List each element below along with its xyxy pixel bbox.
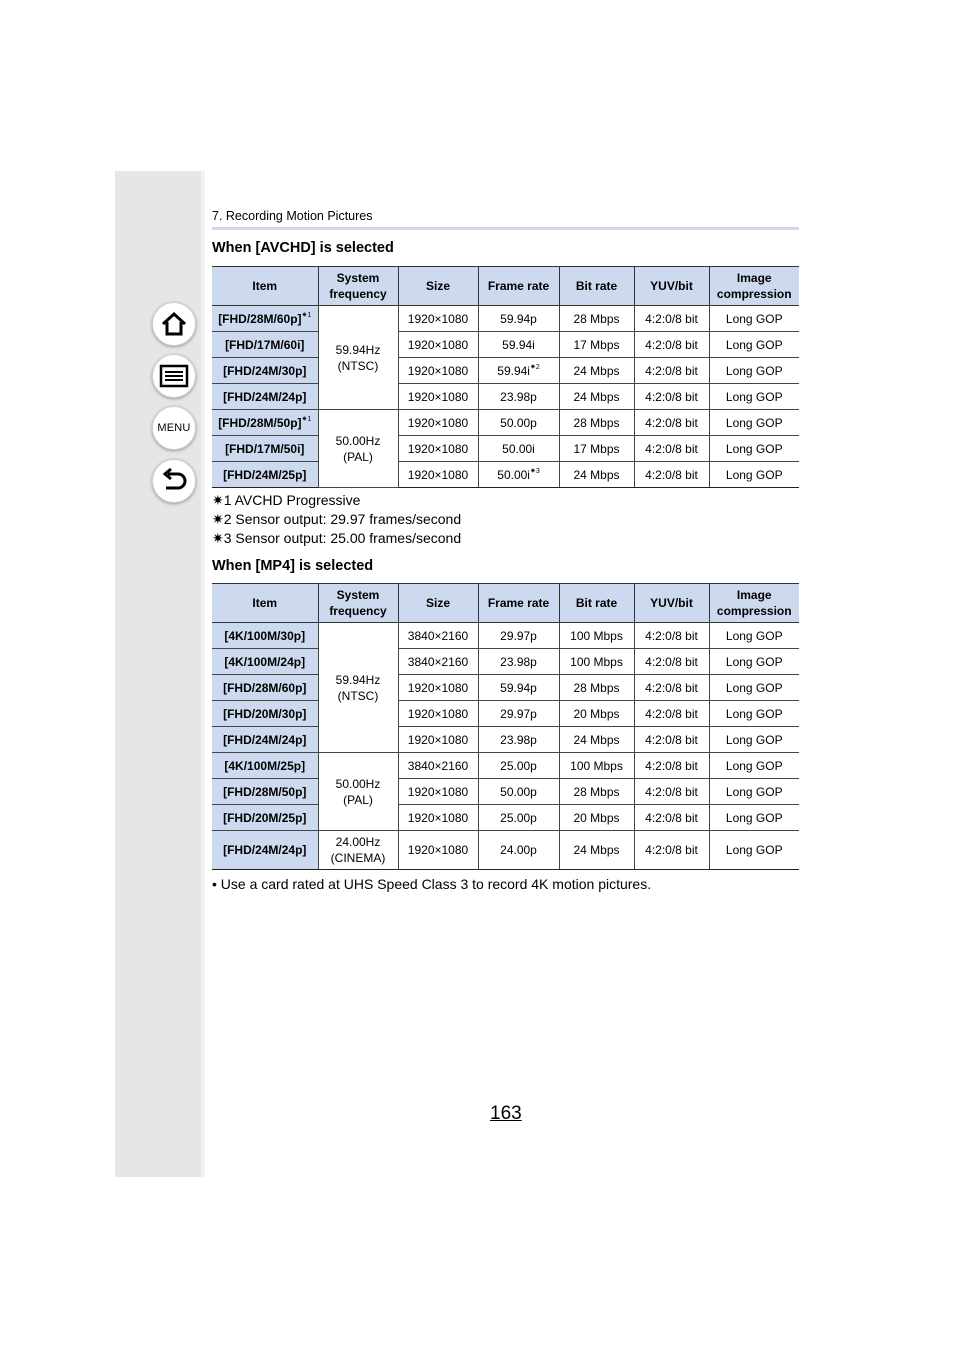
yuv-cell-text: 4:2:0/8 bit bbox=[645, 706, 698, 721]
compression-cell-text: Long GOP bbox=[725, 337, 783, 352]
frame-rate-cell bbox=[478, 358, 559, 384]
size-cell bbox=[398, 332, 478, 358]
compression-cell-text: Long GOP bbox=[725, 732, 783, 747]
frame-rate-cell-text: 25.00p bbox=[500, 810, 537, 825]
footnote-mark: ✷1 bbox=[301, 311, 312, 319]
item-cell bbox=[212, 306, 318, 332]
avchd-table bbox=[212, 266, 799, 488]
compression-cell-text: Long GOP bbox=[725, 311, 783, 326]
table-row bbox=[212, 727, 799, 753]
column-header: YUV/bit bbox=[634, 267, 709, 306]
footnote-1: ✷1 AVCHD Progressive bbox=[212, 492, 361, 508]
bit-rate-cell-text: 28 Mbps bbox=[573, 415, 620, 430]
yuv-cell-text: 4:2:0/8 bit bbox=[645, 732, 698, 747]
size-cell-text: 1920×1080 bbox=[407, 363, 469, 378]
item-cell bbox=[212, 623, 318, 649]
table-row bbox=[212, 306, 799, 332]
compression-cell-text: Long GOP bbox=[725, 363, 783, 378]
list-icon bbox=[159, 364, 189, 388]
size-cell-text: 1920×1080 bbox=[407, 467, 469, 482]
yuv-cell-text: 4:2:0/8 bit bbox=[645, 415, 698, 430]
size-cell-text: 1920×1080 bbox=[407, 810, 469, 825]
item-label: [FHD/17M/60i] bbox=[225, 337, 305, 352]
frame-rate-cell-text: 23.98p bbox=[500, 389, 537, 404]
size-cell bbox=[398, 306, 478, 332]
bit-rate-cell-text: 28 Mbps bbox=[573, 784, 620, 799]
avchd-heading: When [AVCHD] is selected bbox=[212, 240, 394, 256]
frame-rate-cell-text: 50.00p bbox=[500, 784, 537, 799]
yuv-cell bbox=[634, 410, 709, 436]
bit-rate-cell bbox=[559, 805, 634, 831]
bit-rate-cell-text: 28 Mbps bbox=[573, 680, 620, 695]
size-cell-text: 1920×1080 bbox=[407, 843, 469, 857]
table-row bbox=[212, 384, 799, 410]
bit-rate-cell-text: 17 Mbps bbox=[573, 441, 620, 456]
frame-rate-cell-text: 50.00i bbox=[502, 441, 535, 456]
frame-rate-cell bbox=[478, 727, 559, 753]
footnote-mark: ✷3 bbox=[529, 467, 540, 475]
frame-rate-cell-text: 29.97p bbox=[500, 628, 537, 643]
yuv-cell bbox=[634, 306, 709, 332]
yuv-cell bbox=[634, 779, 709, 805]
frame-rate-cell bbox=[478, 753, 559, 779]
frame-rate-cell bbox=[478, 332, 559, 358]
item-cell bbox=[212, 675, 318, 701]
size-cell bbox=[398, 831, 478, 870]
bit-rate-cell bbox=[559, 306, 634, 332]
frame-rate-cell bbox=[478, 410, 559, 436]
compression-cell-text: Long GOP bbox=[725, 706, 783, 721]
compression-cell bbox=[709, 753, 799, 779]
frame-rate-cell bbox=[478, 384, 559, 410]
mp4-heading: When [MP4] is selected bbox=[212, 558, 374, 574]
frame-rate-cell bbox=[478, 306, 559, 332]
item-cell bbox=[212, 727, 318, 753]
footnote-mark: ✷1 bbox=[301, 415, 312, 423]
frame-rate-cell bbox=[478, 831, 559, 870]
yuv-cell-text: 4:2:0/8 bit bbox=[645, 311, 698, 326]
table-row bbox=[212, 805, 799, 831]
column-header: Image compression bbox=[709, 584, 799, 623]
item-cell bbox=[212, 384, 318, 410]
size-cell bbox=[398, 805, 478, 831]
compression-cell-text: Long GOP bbox=[725, 758, 783, 773]
back-button[interactable] bbox=[152, 459, 196, 503]
table-row bbox=[212, 675, 799, 701]
yuv-cell bbox=[634, 753, 709, 779]
table-row bbox=[212, 332, 799, 358]
footnote-3: ✷3 Sensor output: 25.00 frames/second bbox=[212, 530, 462, 546]
size-cell-text: 1920×1080 bbox=[407, 706, 469, 721]
size-cell-text: 1920×1080 bbox=[407, 784, 469, 799]
home-button[interactable] bbox=[152, 302, 196, 346]
menu-button[interactable] bbox=[152, 406, 196, 450]
frame-rate-cell-text: 59.94p bbox=[500, 680, 537, 695]
frame-rate-cell bbox=[478, 805, 559, 831]
bit-rate-cell bbox=[559, 649, 634, 675]
item-cell bbox=[212, 649, 318, 675]
item-label: [4K/100M/30p] bbox=[224, 628, 306, 643]
uhs-note: • Use a card rated at UHS Speed Class 3 to record 4K motion pictures. bbox=[212, 876, 652, 892]
frame-rate-cell bbox=[478, 623, 559, 649]
compression-cell-text: Long GOP bbox=[725, 628, 783, 643]
compression-cell bbox=[709, 436, 799, 462]
bit-rate-cell-text: 100 Mbps bbox=[570, 654, 623, 669]
yuv-cell-text: 4:2:0/8 bit bbox=[645, 654, 698, 669]
size-cell-text: 1920×1080 bbox=[407, 311, 469, 326]
column-header: Bit rate bbox=[559, 267, 634, 306]
table-row bbox=[212, 358, 799, 384]
frame-rate-cell-text: 23.98p bbox=[500, 732, 537, 747]
yuv-cell-text: 4:2:0/8 bit bbox=[645, 758, 698, 773]
bit-rate-cell-text: 24 Mbps bbox=[573, 843, 620, 857]
table-row bbox=[212, 701, 799, 727]
frame-rate-cell-text: 50.00p bbox=[500, 415, 537, 430]
compression-cell bbox=[709, 358, 799, 384]
bit-rate-cell bbox=[559, 358, 634, 384]
size-cell-text: 3840×2160 bbox=[407, 628, 469, 643]
size-cell bbox=[398, 358, 478, 384]
size-cell-text: 1920×1080 bbox=[407, 680, 469, 695]
yuv-cell bbox=[634, 701, 709, 727]
item-cell bbox=[212, 831, 318, 870]
frame-rate-cell bbox=[478, 675, 559, 701]
item-cell bbox=[212, 332, 318, 358]
bit-rate-cell-text: 100 Mbps bbox=[570, 758, 623, 773]
column-header: Frame rate bbox=[478, 267, 559, 306]
item-label: [FHD/24M/25p] bbox=[223, 467, 307, 482]
compression-cell bbox=[709, 779, 799, 805]
size-cell-text: 1920×1080 bbox=[407, 415, 469, 430]
table-row bbox=[212, 436, 799, 462]
size-cell bbox=[398, 384, 478, 410]
frame-rate-cell-text: 24.00p bbox=[500, 843, 537, 857]
frame-rate-cell-text: 59.94p bbox=[500, 311, 537, 326]
compression-cell bbox=[709, 623, 799, 649]
size-cell bbox=[398, 462, 478, 488]
size-cell-text: 1920×1080 bbox=[407, 732, 469, 747]
compression-cell bbox=[709, 805, 799, 831]
table-row bbox=[212, 623, 799, 649]
item-cell bbox=[212, 410, 318, 436]
compression-cell-text: Long GOP bbox=[725, 467, 783, 482]
breadcrumb: 7. Recording Motion Pictures bbox=[212, 209, 373, 223]
column-header: Image compression bbox=[709, 267, 799, 306]
yuv-cell bbox=[634, 384, 709, 410]
bit-rate-cell bbox=[559, 753, 634, 779]
compression-cell bbox=[709, 831, 799, 870]
item-label: [FHD/17M/50i] bbox=[225, 441, 305, 456]
yuv-cell bbox=[634, 436, 709, 462]
yuv-cell bbox=[634, 649, 709, 675]
compression-cell bbox=[709, 727, 799, 753]
compression-cell-text: Long GOP bbox=[725, 810, 783, 825]
item-label: [FHD/28M/50p] bbox=[218, 415, 302, 430]
compression-cell bbox=[709, 410, 799, 436]
size-cell bbox=[398, 779, 478, 805]
item-cell bbox=[212, 753, 318, 779]
bit-rate-cell bbox=[559, 779, 634, 805]
table-row bbox=[212, 779, 799, 805]
compression-cell bbox=[709, 701, 799, 727]
item-label: [4K/100M/24p] bbox=[224, 654, 306, 669]
compression-cell bbox=[709, 462, 799, 488]
frame-rate-cell bbox=[478, 462, 559, 488]
compression-cell-text: Long GOP bbox=[725, 784, 783, 799]
bit-rate-cell bbox=[559, 701, 634, 727]
system-frequency-cell: 59.94Hz (NTSC) bbox=[318, 306, 398, 410]
bit-rate-cell-text: 100 Mbps bbox=[570, 628, 623, 643]
size-cell bbox=[398, 623, 478, 649]
size-cell bbox=[398, 675, 478, 701]
column-header: Size bbox=[398, 584, 478, 623]
item-label: [FHD/24M/24p] bbox=[223, 732, 307, 747]
item-label: [FHD/24M/24p] bbox=[223, 843, 307, 857]
yuv-cell-text: 4:2:0/8 bit bbox=[645, 467, 698, 482]
yuv-cell-text: 4:2:0/8 bit bbox=[645, 337, 698, 352]
bit-rate-cell-text: 20 Mbps bbox=[573, 810, 620, 825]
bit-rate-cell-text: 24 Mbps bbox=[573, 389, 620, 404]
item-label: [FHD/24M/24p] bbox=[223, 389, 307, 404]
item-label: [FHD/28M/60p] bbox=[218, 311, 302, 326]
item-label: [4K/100M/25p] bbox=[224, 758, 306, 773]
item-cell bbox=[212, 805, 318, 831]
compression-cell-text: Long GOP bbox=[725, 415, 783, 430]
frame-rate-cell-text: 23.98p bbox=[500, 654, 537, 669]
item-cell bbox=[212, 358, 318, 384]
bit-rate-cell bbox=[559, 384, 634, 410]
column-header: Item bbox=[212, 584, 318, 623]
item-label: [FHD/20M/25p] bbox=[223, 810, 307, 825]
table-header-row bbox=[212, 584, 799, 623]
sidebar-edge bbox=[201, 171, 205, 1177]
back-arrow-icon bbox=[159, 467, 189, 495]
compression-cell-text: Long GOP bbox=[725, 680, 783, 695]
frame-rate-cell-text: 59.94i bbox=[502, 337, 535, 352]
size-cell-text: 1920×1080 bbox=[407, 337, 469, 352]
yuv-cell-text: 4:2:0/8 bit bbox=[645, 680, 698, 695]
size-cell bbox=[398, 649, 478, 675]
bit-rate-cell bbox=[559, 727, 634, 753]
system-frequency-cell: 50.00Hz (PAL) bbox=[318, 410, 398, 488]
yuv-cell-text: 4:2:0/8 bit bbox=[645, 810, 698, 825]
table-row bbox=[212, 410, 799, 436]
table-header-row bbox=[212, 267, 799, 306]
bit-rate-cell-text: 24 Mbps bbox=[573, 732, 620, 747]
item-cell bbox=[212, 701, 318, 727]
bit-rate-cell bbox=[559, 831, 634, 870]
bit-rate-cell bbox=[559, 332, 634, 358]
frame-rate-cell-text: 25.00p bbox=[500, 758, 537, 773]
frame-rate-cell-text: 29.97p bbox=[500, 706, 537, 721]
yuv-cell bbox=[634, 358, 709, 384]
size-cell-text: 3840×2160 bbox=[407, 654, 469, 669]
item-label: [FHD/28M/60p] bbox=[223, 680, 307, 695]
column-header: Size bbox=[398, 267, 478, 306]
size-cell bbox=[398, 701, 478, 727]
item-cell bbox=[212, 436, 318, 462]
column-header: Bit rate bbox=[559, 584, 634, 623]
size-cell bbox=[398, 436, 478, 462]
compression-cell-text: Long GOP bbox=[725, 441, 783, 456]
home-icon bbox=[159, 310, 189, 338]
item-cell bbox=[212, 779, 318, 805]
yuv-cell bbox=[634, 727, 709, 753]
table-row bbox=[212, 649, 799, 675]
yuv-cell bbox=[634, 831, 709, 870]
yuv-cell-text: 4:2:0/8 bit bbox=[645, 628, 698, 643]
yuv-cell bbox=[634, 462, 709, 488]
bit-rate-cell-text: 17 Mbps bbox=[573, 337, 620, 352]
table-row bbox=[212, 753, 799, 779]
size-cell bbox=[398, 753, 478, 779]
menu-label: MENU bbox=[157, 422, 191, 434]
size-cell-text: 1920×1080 bbox=[407, 441, 469, 456]
frame-rate-cell bbox=[478, 436, 559, 462]
system-frequency-cell: 59.94Hz (NTSC) bbox=[318, 623, 398, 753]
yuv-cell bbox=[634, 675, 709, 701]
compression-cell-text: Long GOP bbox=[725, 843, 783, 857]
yuv-cell-text: 4:2:0/8 bit bbox=[645, 843, 698, 857]
column-header: System frequency bbox=[318, 584, 398, 623]
compression-cell bbox=[709, 675, 799, 701]
table-row bbox=[212, 831, 799, 870]
table-row bbox=[212, 462, 799, 488]
item-label: [FHD/24M/30p] bbox=[223, 363, 307, 378]
system-frequency-cell: 50.00Hz (PAL) bbox=[318, 753, 398, 831]
compression-cell bbox=[709, 306, 799, 332]
bit-rate-cell bbox=[559, 436, 634, 462]
item-label: [FHD/20M/30p] bbox=[223, 706, 307, 721]
contents-button[interactable] bbox=[152, 354, 196, 398]
column-header: Frame rate bbox=[478, 584, 559, 623]
column-header: Item bbox=[212, 267, 318, 306]
frame-rate-cell bbox=[478, 701, 559, 727]
column-header: YUV/bit bbox=[634, 584, 709, 623]
size-cell-text: 1920×1080 bbox=[407, 389, 469, 404]
bit-rate-cell-text: 24 Mbps bbox=[573, 363, 620, 378]
column-header: System frequency bbox=[318, 267, 398, 306]
yuv-cell bbox=[634, 805, 709, 831]
mp4-table bbox=[212, 583, 799, 870]
frame-rate-cell bbox=[478, 779, 559, 805]
compression-cell-text: Long GOP bbox=[725, 389, 783, 404]
compression-cell bbox=[709, 384, 799, 410]
bit-rate-cell bbox=[559, 675, 634, 701]
compression-cell bbox=[709, 649, 799, 675]
header-rule bbox=[212, 227, 799, 230]
size-cell bbox=[398, 410, 478, 436]
item-cell bbox=[212, 462, 318, 488]
yuv-cell-text: 4:2:0/8 bit bbox=[645, 441, 698, 456]
bit-rate-cell-text: 24 Mbps bbox=[573, 467, 620, 482]
frame-rate-cell-text: 59.94i bbox=[497, 363, 530, 378]
yuv-cell-text: 4:2:0/8 bit bbox=[645, 389, 698, 404]
size-cell-text: 3840×2160 bbox=[407, 758, 469, 773]
bit-rate-cell bbox=[559, 623, 634, 649]
compression-cell bbox=[709, 332, 799, 358]
footnote-mark: ✷2 bbox=[529, 363, 540, 371]
yuv-cell-text: 4:2:0/8 bit bbox=[645, 784, 698, 799]
footnote-2: ✷2 Sensor output: 29.97 frames/second bbox=[212, 511, 462, 527]
compression-cell-text: Long GOP bbox=[725, 654, 783, 669]
bit-rate-cell-text: 28 Mbps bbox=[573, 311, 620, 326]
bit-rate-cell bbox=[559, 462, 634, 488]
yuv-cell bbox=[634, 332, 709, 358]
size-cell bbox=[398, 727, 478, 753]
bit-rate-cell-text: 20 Mbps bbox=[573, 706, 620, 721]
bit-rate-cell bbox=[559, 410, 634, 436]
page-number: 163 bbox=[490, 1103, 522, 1124]
yuv-cell bbox=[634, 623, 709, 649]
yuv-cell-text: 4:2:0/8 bit bbox=[645, 363, 698, 378]
frame-rate-cell-text: 50.00i bbox=[497, 467, 530, 482]
frame-rate-cell bbox=[478, 649, 559, 675]
item-label: [FHD/28M/50p] bbox=[223, 784, 307, 799]
system-frequency-cell: 24.00Hz (CINEMA) bbox=[318, 831, 398, 870]
